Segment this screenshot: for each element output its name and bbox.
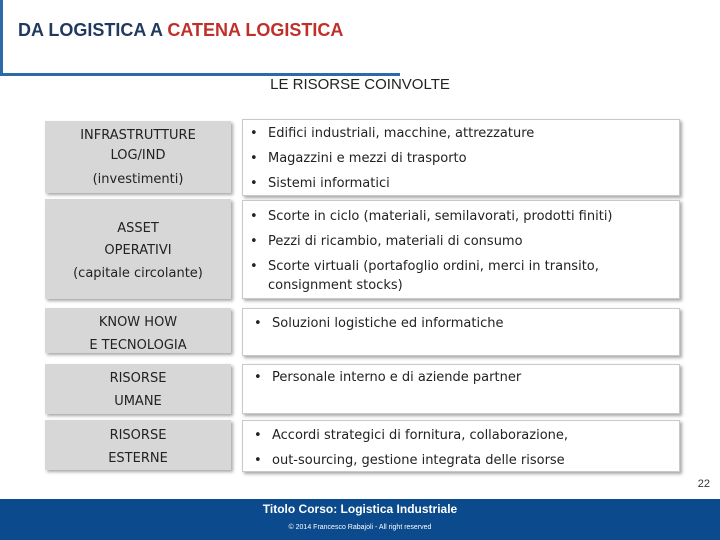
footer-bar bbox=[0, 499, 720, 540]
label-line: ASSET bbox=[117, 221, 159, 236]
bullet-item: • Scorte virtuali (portafoglio ordini, merci in transito, bbox=[250, 259, 599, 274]
title-part-2: CATENA LOGISTICA bbox=[167, 20, 344, 40]
label-line: LOG/IND bbox=[110, 148, 166, 163]
label-line: (capitale circolante) bbox=[73, 266, 203, 281]
label-line: INFRASTRUTTURE bbox=[80, 128, 196, 143]
label-line: (investimenti) bbox=[92, 172, 184, 187]
bullet-item: • Soluzioni logistiche ed informatiche bbox=[254, 316, 504, 331]
section-subtitle: LE RISORSE COINVOLTE bbox=[270, 76, 450, 93]
bullet-item-continuation: consignment stocks) bbox=[268, 278, 403, 293]
bullet-dot-icon: • bbox=[250, 234, 258, 249]
bullet-dot-icon: • bbox=[254, 370, 262, 385]
bullet-item: • Pezzi di ricambio, materiali di consumo bbox=[250, 234, 523, 249]
bullet-dot-icon: • bbox=[254, 428, 262, 443]
footer-course-title: Titolo Corso: Logistica Industriale bbox=[262, 502, 458, 516]
label-line: UMANE bbox=[114, 394, 162, 409]
label-line: RISORSE bbox=[109, 371, 167, 386]
page-number: 22 bbox=[697, 478, 710, 490]
bullet-item: • out-sourcing, gestione integrata delle risorse bbox=[254, 453, 565, 468]
label-line: KNOW HOW bbox=[98, 315, 178, 330]
footer-copyright: © 2014 Francesco Rabajoli - All right reserved bbox=[288, 524, 432, 531]
bullet-dot-icon: • bbox=[250, 151, 258, 166]
bullet-dot-icon: • bbox=[250, 259, 258, 274]
bullet-dot-icon: • bbox=[250, 209, 258, 224]
bullet-dot-icon: • bbox=[254, 453, 262, 468]
label-line: ESTERNE bbox=[108, 451, 168, 466]
label-line: E TECNOLOGIA bbox=[89, 338, 187, 353]
bullet-item: • Personale interno e di aziende partner bbox=[254, 370, 522, 385]
bullet-item: • Scorte in ciclo (materiali, semilavorati, prodotti finiti) bbox=[250, 209, 613, 224]
bullet-item: • Sistemi informatici bbox=[250, 176, 390, 191]
page-title bbox=[18, 20, 343, 41]
title-part-1: DA LOGISTICA A bbox=[18, 20, 163, 40]
bullet-item: • Accordi strategici di fornitura, collaborazione, bbox=[254, 428, 569, 443]
bullet-dot-icon: • bbox=[250, 126, 258, 141]
label-line: RISORSE bbox=[109, 428, 167, 443]
bullet-dot-icon: • bbox=[254, 316, 262, 331]
label-line: OPERATIVI bbox=[104, 243, 172, 258]
bullet-item: • Magazzini e mezzi di trasporto bbox=[250, 151, 467, 166]
bullet-item: • Edifici industriali, macchine, attrezzature bbox=[250, 126, 535, 141]
bullet-dot-icon: • bbox=[250, 176, 258, 191]
